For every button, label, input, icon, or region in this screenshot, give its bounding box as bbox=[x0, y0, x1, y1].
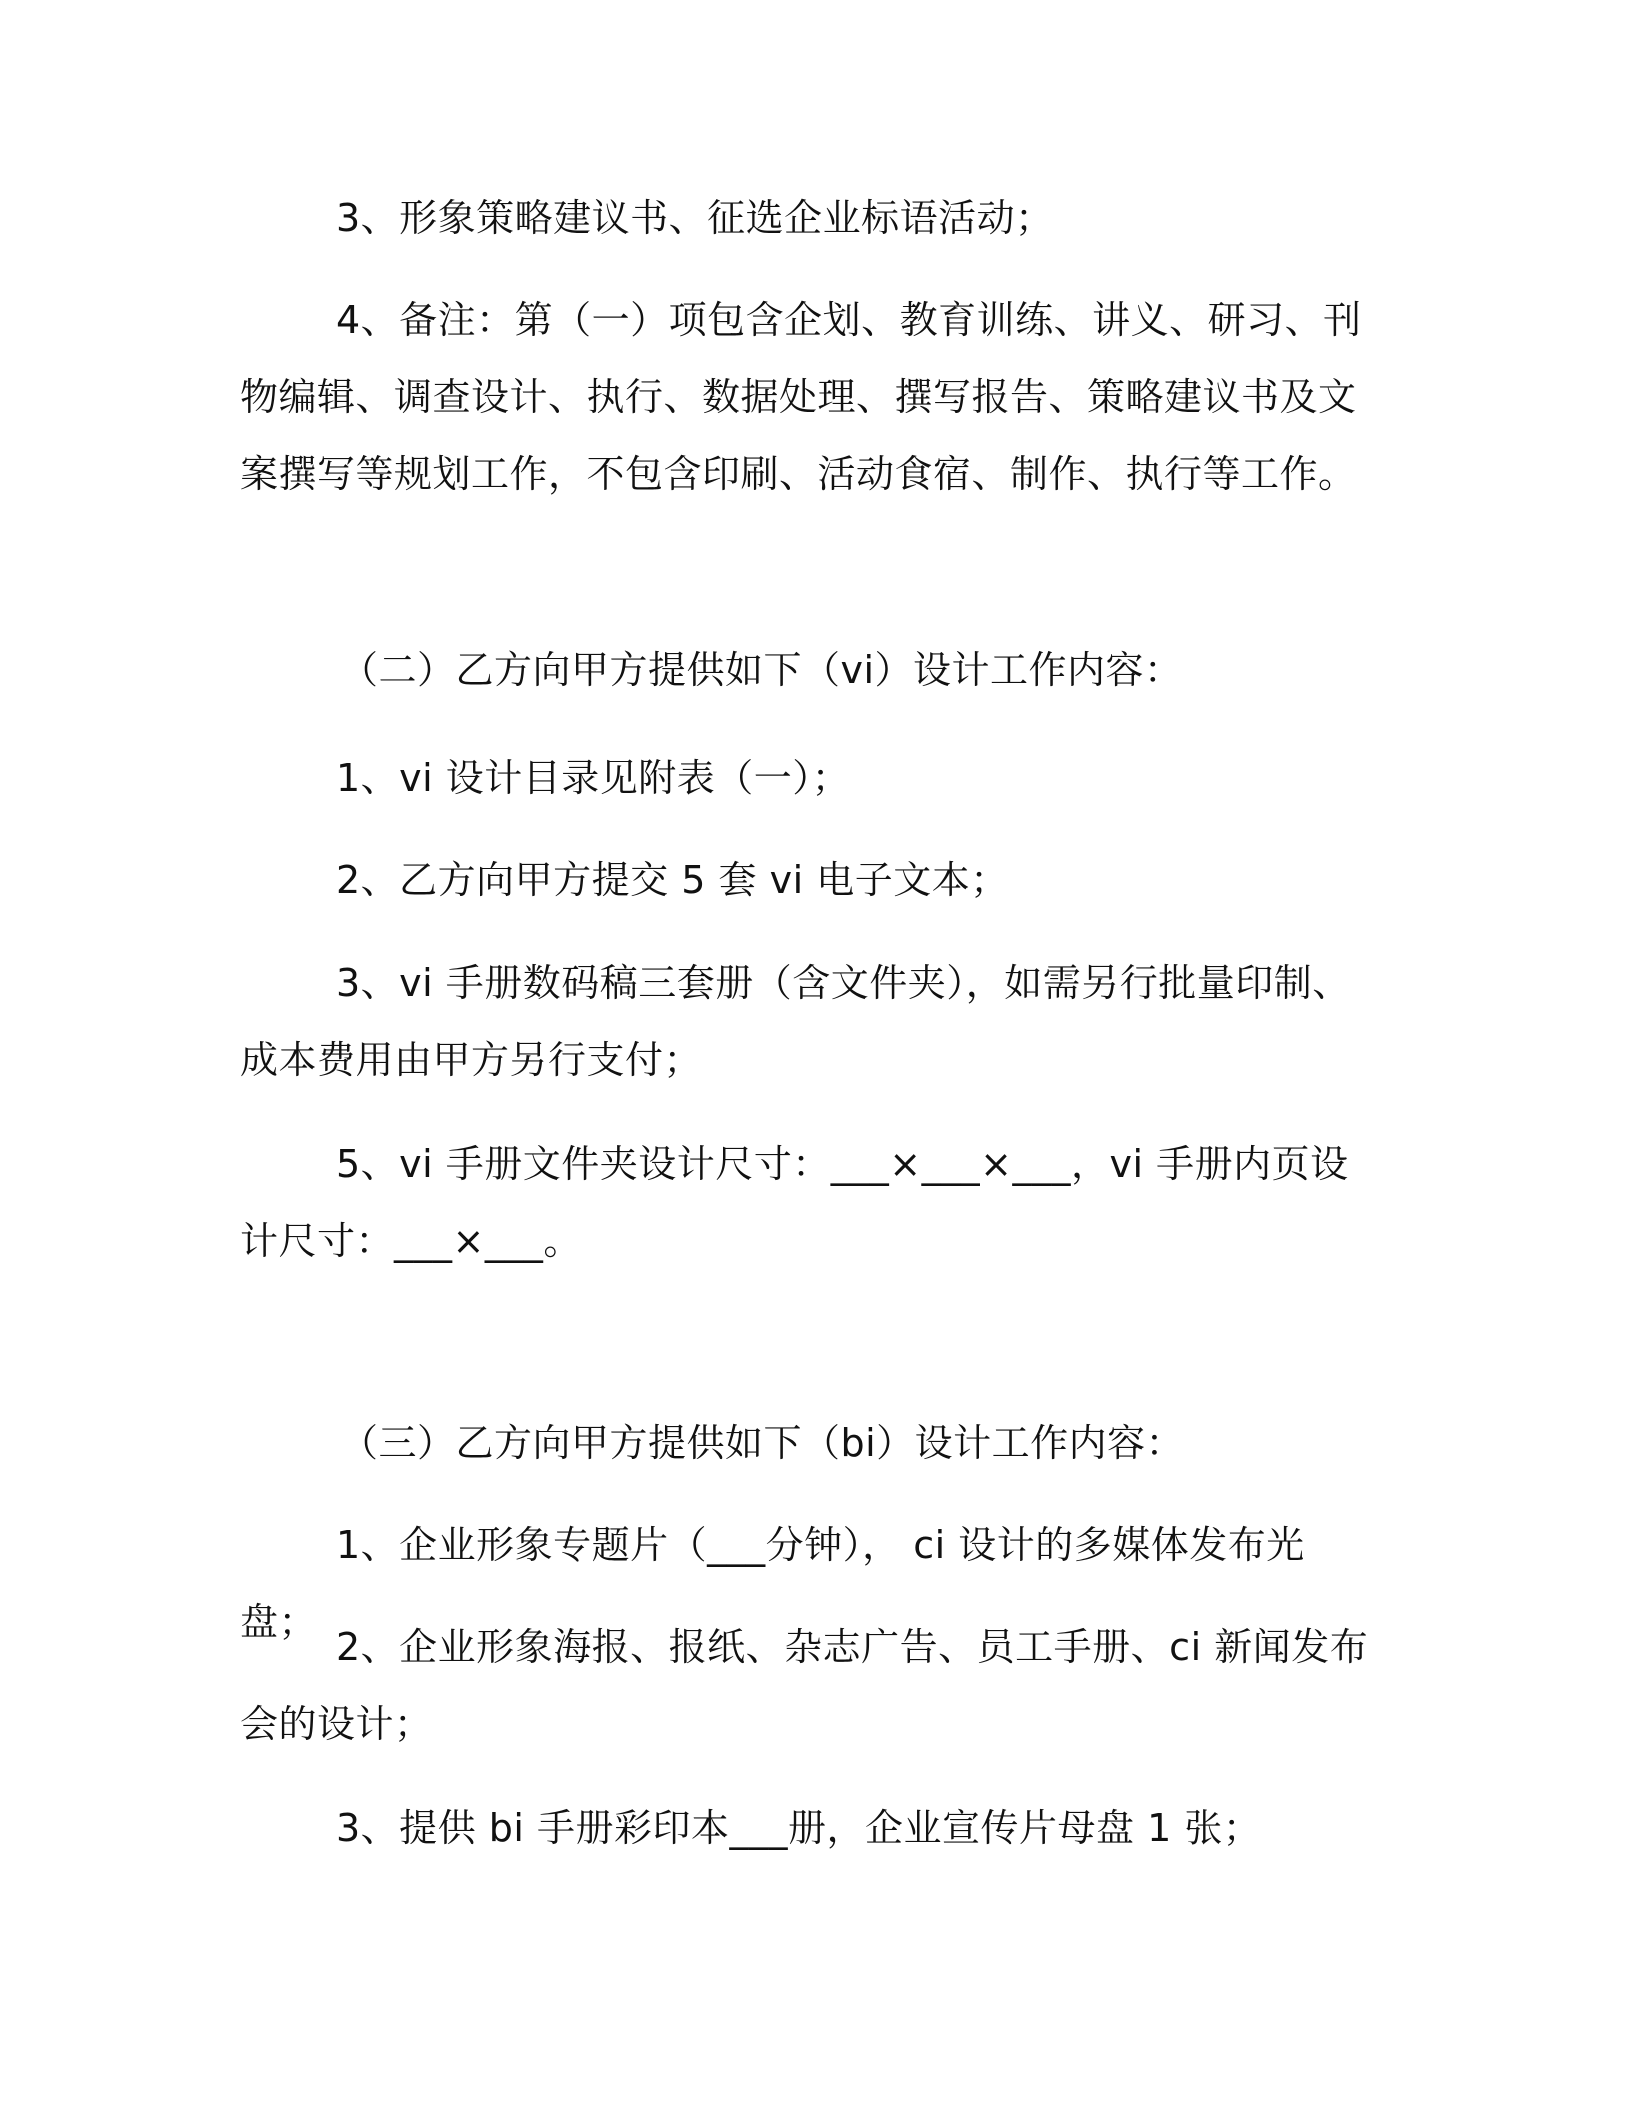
section3-item2: 2、企业形象海报、报纸、杂志广告、员工手册、ci 新闻发布会的设计； bbox=[240, 1625, 1369, 1746]
section2-item5: 5、vi 手册文件夹设计尺寸：___×___×___，vi 手册内页设计尺寸：___×___。 bbox=[240, 1142, 1349, 1263]
section3-item3: 3、提供 bi 手册彩印本___册，企业宣传片母盘 1 张； bbox=[336, 1806, 1262, 1850]
section3-item1: 1、企业形象专题片（___分钟）， ci 设计的多媒体发布光盘； bbox=[240, 1523, 1305, 1644]
section2-item3: 3、vi 手册数码稿三套册（含文件夹），如需另行批量印制、成本费用由甲方另行支付； bbox=[240, 961, 1351, 1082]
section1-item4-note: 4、备注：第（一）项包含企划、教育训练、讲义、研习、刊物编辑、调查设计、执行、数据处理、撰写报告、策略建议书及文案撰写等规划工作，不包含印刷、活动食宿、制作、执行等工作。 bbox=[240, 298, 1362, 496]
section2-item2: 2、乙方向甲方提交 5 套 vi 电子文本； bbox=[336, 858, 1009, 902]
section1-item3: 3、形象策略建议书、征选企业标语活动； bbox=[336, 196, 1054, 240]
section3-heading: （三）乙方向甲方提供如下（bi）设计工作内容： bbox=[340, 1421, 1185, 1465]
section2-item1: 1、vi 设计目录见附表（一）； bbox=[336, 756, 851, 800]
section2-heading: （二）乙方向甲方提供如下（vi）设计工作内容： bbox=[340, 648, 1183, 692]
